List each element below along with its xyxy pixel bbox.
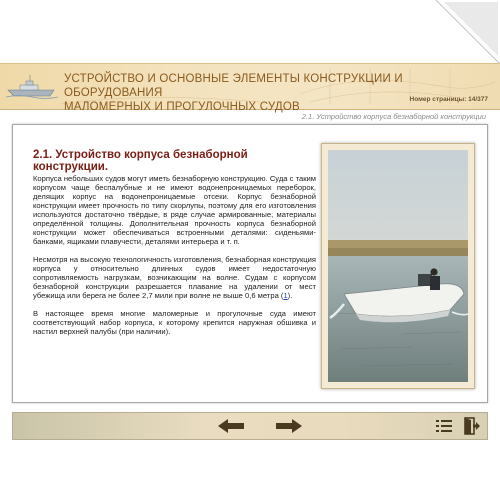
paragraph-text: Несмотря на высокую технологичность изготовления, безнаборная конструкция корпуса у относительно длинных судов имеет недостаточную сопротивляемость нагрузкам, возникающим на волне. Судам с корпусом безнаборной конструкции разрешается плавание на удалении от мест убежища или берега не более 2,7 мили при волне не выше 0,6 метра ( [33, 255, 316, 300]
list-menu-icon [435, 418, 453, 434]
course-header [0, 63, 500, 113]
paragraph [33, 255, 316, 300]
paragraph: В настоящее время многие маломерные и прогулочные суда имеют соответствующий набор корпуса, к которому крепится наружная обшивка и настил верхней палубы (при наличии). [33, 309, 316, 336]
ship-logo-icon [6, 72, 58, 100]
section-body [33, 174, 316, 345]
course-title-line1: УСТРОЙСТВО И ОСНОВНЫЕ ЭЛЕМЕНТЫ КОНСТРУКЦИИ И ОБОРУДОВАНИЯ [64, 73, 403, 99]
footnote-link[interactable]: 1 [283, 291, 288, 300]
boat-photo-illustration [322, 144, 474, 388]
exit-button[interactable] [461, 414, 483, 438]
contents-menu-button[interactable] [433, 414, 455, 438]
page-counter: Номер страницы: 14/377 [409, 96, 488, 103]
boat-photo [321, 143, 475, 389]
paragraph-text: ). [287, 291, 293, 300]
course-title [64, 72, 484, 114]
page-corner-fold [436, 0, 500, 64]
navigation-bar [12, 412, 488, 440]
course-title-line2: МАЛОМЕРНЫХ И ПРОГУЛОЧНЫХ СУДОВ [64, 101, 300, 113]
breadcrumb: 2.1. Устройство корпуса безнаборной конструкции [301, 112, 486, 121]
next-page-button[interactable] [268, 414, 310, 438]
paragraph: Корпуса небольших судов могут иметь безнаборную конструкцию. Суда с таким корпусом чаще беспалубные и не имеют водонепроницаемых переборок, делящих корпус на водонепроницаемые отсеки. Корпус безнаборной конструкции имеет прочность по типу скорлупы, поэтому для его изготовления используются достаточно твёрдые, в ряде случае армированные, материалы определённой толщины. Дополнительная прочность корпуса безнаборной конструкции может обеспечиваться встроенными деталями: сиденьями-банками, ящиками плавучести, деталями интерьера и т. п. [33, 174, 316, 246]
arrow-left-icon [216, 418, 246, 434]
exit-door-icon [463, 417, 481, 435]
previous-page-button[interactable] [210, 414, 252, 438]
section-heading: 2.1. Устройство корпуса безнаборной конструкции. [33, 149, 248, 173]
arrow-right-icon [274, 418, 304, 434]
content-panel [12, 124, 488, 403]
